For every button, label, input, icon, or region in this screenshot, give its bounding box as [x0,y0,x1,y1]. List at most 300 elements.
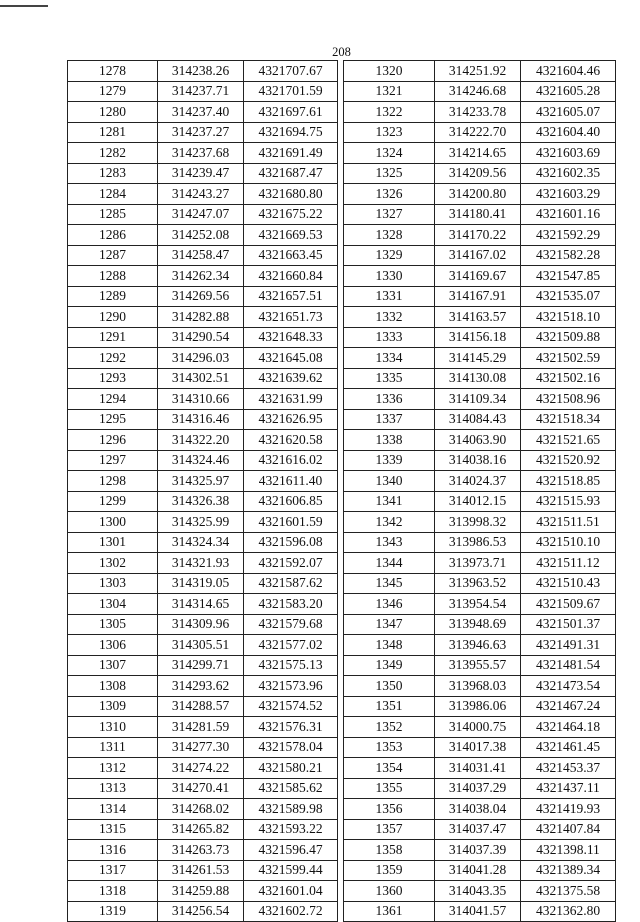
y-coordinate-cell: 4321606.85 [244,491,338,512]
table-row [68,430,338,451]
table-row [68,102,338,123]
x-coordinate-cell: 314314.65 [158,594,244,615]
x-coordinate-cell: 314281.59 [158,717,244,738]
y-coordinate-cell: 4321510.10 [521,532,616,553]
y-coordinate-cell: 4321707.67 [244,61,338,82]
table-row [68,676,338,697]
page-number: 208 [332,45,351,59]
table-row [344,594,616,615]
point-id-cell: 1340 [344,471,435,492]
x-coordinate-cell: 314170.22 [435,225,521,246]
y-coordinate-cell: 4321694.75 [244,122,338,143]
point-id-cell: 1327 [344,204,435,225]
x-coordinate-cell: 314038.04 [435,799,521,820]
x-coordinate-cell: 314290.54 [158,327,244,348]
y-coordinate-cell: 4321675.22 [244,204,338,225]
x-coordinate-cell: 313954.54 [435,594,521,615]
table-row [344,737,616,758]
table-row [68,553,338,574]
x-coordinate-cell: 314043.35 [435,881,521,902]
x-coordinate-cell: 313998.32 [435,512,521,533]
y-coordinate-cell: 4321648.33 [244,327,338,348]
x-coordinate-cell: 314169.67 [435,266,521,287]
point-id-cell: 1346 [344,594,435,615]
coordinate-table-left [67,60,338,922]
point-id-cell: 1305 [68,614,158,635]
table-row [68,450,338,471]
x-coordinate-cell: 314209.56 [435,163,521,184]
point-id-cell: 1295 [68,409,158,430]
x-coordinate-cell: 314268.02 [158,799,244,820]
x-coordinate-cell: 314270.41 [158,778,244,799]
y-coordinate-cell: 4321389.34 [521,860,616,881]
point-id-cell: 1293 [68,368,158,389]
x-coordinate-cell: 314243.27 [158,184,244,205]
table-row [68,717,338,738]
table-row [344,307,616,328]
x-coordinate-cell: 314041.57 [435,901,521,922]
y-coordinate-cell: 4321583.20 [244,594,338,615]
point-id-cell: 1306 [68,635,158,656]
y-coordinate-cell: 4321547.85 [521,266,616,287]
x-coordinate-cell: 314324.34 [158,532,244,553]
point-id-cell: 1287 [68,245,158,266]
y-coordinate-cell: 4321520.92 [521,450,616,471]
table-row [68,696,338,717]
table-row [344,491,616,512]
x-coordinate-cell: 313946.63 [435,635,521,656]
x-coordinate-cell: 314167.02 [435,245,521,266]
y-coordinate-cell: 4321657.51 [244,286,338,307]
y-coordinate-cell: 4321576.31 [244,717,338,738]
y-coordinate-cell: 4321639.62 [244,368,338,389]
x-coordinate-cell: 313955.57 [435,655,521,676]
x-coordinate-cell: 314246.68 [435,81,521,102]
point-id-cell: 1283 [68,163,158,184]
table-row [68,327,338,348]
y-coordinate-cell: 4321601.16 [521,204,616,225]
y-coordinate-cell: 4321502.59 [521,348,616,369]
x-coordinate-cell: 314247.07 [158,204,244,225]
table-row [344,655,616,676]
point-id-cell: 1354 [344,758,435,779]
point-id-cell: 1323 [344,122,435,143]
table-row [68,368,338,389]
x-coordinate-cell: 314274.22 [158,758,244,779]
x-coordinate-cell: 314269.56 [158,286,244,307]
x-coordinate-cell: 314167.91 [435,286,521,307]
table-row [68,901,338,922]
table-row [344,430,616,451]
y-coordinate-cell: 4321669.53 [244,225,338,246]
point-id-cell: 1316 [68,840,158,861]
point-id-cell: 1325 [344,163,435,184]
table-row [344,532,616,553]
x-coordinate-cell: 314261.53 [158,860,244,881]
table-row [344,778,616,799]
y-coordinate-cell: 4321515.93 [521,491,616,512]
x-coordinate-cell: 314024.37 [435,471,521,492]
x-coordinate-cell: 313986.06 [435,696,521,717]
point-id-cell: 1356 [344,799,435,820]
point-id-cell: 1341 [344,491,435,512]
y-coordinate-cell: 4321580.21 [244,758,338,779]
table-row [68,491,338,512]
point-id-cell: 1300 [68,512,158,533]
y-coordinate-cell: 4321419.93 [521,799,616,820]
x-coordinate-cell: 314296.03 [158,348,244,369]
x-coordinate-cell: 314000.75 [435,717,521,738]
table-row [68,225,338,246]
point-id-cell: 1288 [68,266,158,287]
table-row [344,614,616,635]
point-id-cell: 1309 [68,696,158,717]
x-coordinate-cell: 314321.93 [158,553,244,574]
y-coordinate-cell: 4321620.58 [244,430,338,451]
x-coordinate-cell: 314325.97 [158,471,244,492]
x-coordinate-cell: 314038.16 [435,450,521,471]
x-coordinate-cell: 314200.80 [435,184,521,205]
x-coordinate-cell: 314237.27 [158,122,244,143]
table-row [344,901,616,922]
x-coordinate-cell: 314262.34 [158,266,244,287]
x-coordinate-cell: 314258.47 [158,245,244,266]
point-id-cell: 1326 [344,184,435,205]
point-id-cell: 1299 [68,491,158,512]
point-id-cell: 1284 [68,184,158,205]
y-coordinate-cell: 4321501.37 [521,614,616,635]
y-coordinate-cell: 4321453.37 [521,758,616,779]
y-coordinate-cell: 4321697.61 [244,102,338,123]
y-coordinate-cell: 4321603.69 [521,143,616,164]
table-row [344,61,616,82]
point-id-cell: 1310 [68,717,158,738]
table-row [68,778,338,799]
table-row [68,614,338,635]
point-id-cell: 1311 [68,737,158,758]
table-row [344,512,616,533]
x-coordinate-cell: 314237.71 [158,81,244,102]
point-id-cell: 1307 [68,655,158,676]
y-coordinate-cell: 4321626.95 [244,409,338,430]
table-row [344,819,616,840]
table-row [344,245,616,266]
y-coordinate-cell: 4321596.47 [244,840,338,861]
y-coordinate-cell: 4321467.24 [521,696,616,717]
x-coordinate-cell: 314041.28 [435,860,521,881]
y-coordinate-cell: 4321604.46 [521,61,616,82]
table-row [344,696,616,717]
y-coordinate-cell: 4321510.43 [521,573,616,594]
y-coordinate-cell: 4321680.80 [244,184,338,205]
table-row [344,102,616,123]
y-coordinate-cell: 4321574.52 [244,696,338,717]
x-coordinate-cell: 314063.90 [435,430,521,451]
x-coordinate-cell: 314017.38 [435,737,521,758]
table-row [344,881,616,902]
x-coordinate-cell: 314180.41 [435,204,521,225]
table-row [344,368,616,389]
point-id-cell: 1350 [344,676,435,697]
point-id-cell: 1357 [344,819,435,840]
point-id-cell: 1338 [344,430,435,451]
point-id-cell: 1308 [68,676,158,697]
x-coordinate-cell: 314305.51 [158,635,244,656]
point-id-cell: 1337 [344,409,435,430]
y-coordinate-cell: 4321660.84 [244,266,338,287]
point-id-cell: 1329 [344,245,435,266]
point-id-cell: 1343 [344,532,435,553]
x-coordinate-cell: 314037.39 [435,840,521,861]
table-row [68,840,338,861]
x-coordinate-cell: 314222.70 [435,122,521,143]
x-coordinate-cell: 314251.92 [435,61,521,82]
point-id-cell: 1279 [68,81,158,102]
table-row [68,819,338,840]
y-coordinate-cell: 4321651.73 [244,307,338,328]
x-coordinate-cell: 314252.08 [158,225,244,246]
y-coordinate-cell: 4321398.11 [521,840,616,861]
point-id-cell: 1334 [344,348,435,369]
y-coordinate-cell: 4321407.84 [521,819,616,840]
table-row [344,81,616,102]
y-coordinate-cell: 4321573.96 [244,676,338,697]
y-coordinate-cell: 4321511.12 [521,553,616,574]
point-id-cell: 1317 [68,860,158,881]
x-coordinate-cell: 314256.54 [158,901,244,922]
y-coordinate-cell: 4321509.88 [521,327,616,348]
x-coordinate-cell: 314282.88 [158,307,244,328]
x-coordinate-cell: 314238.26 [158,61,244,82]
x-coordinate-cell: 314156.18 [435,327,521,348]
x-coordinate-cell: 313963.52 [435,573,521,594]
point-id-cell: 1351 [344,696,435,717]
point-id-cell: 1318 [68,881,158,902]
y-coordinate-cell: 4321592.29 [521,225,616,246]
point-id-cell: 1278 [68,61,158,82]
point-id-cell: 1335 [344,368,435,389]
y-coordinate-cell: 4321587.62 [244,573,338,594]
x-coordinate-cell: 313968.03 [435,676,521,697]
table-row [68,635,338,656]
y-coordinate-cell: 4321521.65 [521,430,616,451]
point-id-cell: 1360 [344,881,435,902]
x-coordinate-cell: 314239.47 [158,163,244,184]
table-row [344,471,616,492]
table-row [344,758,616,779]
point-id-cell: 1342 [344,512,435,533]
y-coordinate-cell: 4321473.54 [521,676,616,697]
table-row [68,245,338,266]
table-row [68,286,338,307]
point-id-cell: 1348 [344,635,435,656]
table-row [68,307,338,328]
table-row [68,122,338,143]
x-coordinate-cell: 314237.68 [158,143,244,164]
point-id-cell: 1328 [344,225,435,246]
y-coordinate-cell: 4321601.04 [244,881,338,902]
y-coordinate-cell: 4321616.02 [244,450,338,471]
point-id-cell: 1320 [344,61,435,82]
table-row [344,266,616,287]
x-coordinate-cell: 314130.08 [435,368,521,389]
point-id-cell: 1281 [68,122,158,143]
y-coordinate-cell: 4321579.68 [244,614,338,635]
point-id-cell: 1339 [344,450,435,471]
table-row [68,143,338,164]
table-row [68,184,338,205]
table-row [68,737,338,758]
point-id-cell: 1282 [68,143,158,164]
point-id-cell: 1285 [68,204,158,225]
y-coordinate-cell: 4321362.80 [521,901,616,922]
x-coordinate-cell: 314109.34 [435,389,521,410]
table-row [344,409,616,430]
point-id-cell: 1344 [344,553,435,574]
y-coordinate-cell: 4321687.47 [244,163,338,184]
y-coordinate-cell: 4321599.44 [244,860,338,881]
coordinate-table-right [343,60,616,922]
x-coordinate-cell: 314277.30 [158,737,244,758]
table-row [344,204,616,225]
table-row [344,553,616,574]
point-id-cell: 1353 [344,737,435,758]
table-row [344,676,616,697]
x-coordinate-cell: 314233.78 [435,102,521,123]
x-coordinate-cell: 314309.96 [158,614,244,635]
point-id-cell: 1290 [68,307,158,328]
table-row [344,163,616,184]
y-coordinate-cell: 4321502.16 [521,368,616,389]
x-coordinate-cell: 314163.57 [435,307,521,328]
x-coordinate-cell: 314324.46 [158,450,244,471]
table-row [68,409,338,430]
x-coordinate-cell: 314214.65 [435,143,521,164]
table-row [68,266,338,287]
y-coordinate-cell: 4321437.11 [521,778,616,799]
y-coordinate-cell: 4321508.96 [521,389,616,410]
table-row [344,225,616,246]
point-id-cell: 1314 [68,799,158,820]
point-id-cell: 1330 [344,266,435,287]
point-id-cell: 1355 [344,778,435,799]
y-coordinate-cell: 4321518.10 [521,307,616,328]
point-id-cell: 1297 [68,450,158,471]
y-coordinate-cell: 4321535.07 [521,286,616,307]
x-coordinate-cell: 314084.43 [435,409,521,430]
point-id-cell: 1312 [68,758,158,779]
x-coordinate-cell: 314037.29 [435,778,521,799]
x-coordinate-cell: 314031.41 [435,758,521,779]
point-id-cell: 1332 [344,307,435,328]
x-coordinate-cell: 314288.57 [158,696,244,717]
y-coordinate-cell: 4321577.02 [244,635,338,656]
x-coordinate-cell: 314037.47 [435,819,521,840]
point-id-cell: 1303 [68,573,158,594]
point-id-cell: 1296 [68,430,158,451]
y-coordinate-cell: 4321601.59 [244,512,338,533]
x-coordinate-cell: 314012.15 [435,491,521,512]
y-coordinate-cell: 4321585.62 [244,778,338,799]
y-coordinate-cell: 4321663.45 [244,245,338,266]
table-row [344,860,616,881]
point-id-cell: 1322 [344,102,435,123]
y-coordinate-cell: 4321518.85 [521,471,616,492]
y-coordinate-cell: 4321461.45 [521,737,616,758]
table-row [344,573,616,594]
table-row [344,840,616,861]
x-coordinate-cell: 314326.38 [158,491,244,512]
point-id-cell: 1359 [344,860,435,881]
y-coordinate-cell: 4321605.07 [521,102,616,123]
y-coordinate-cell: 4321592.07 [244,553,338,574]
y-coordinate-cell: 4321509.67 [521,594,616,615]
table-row [68,758,338,779]
x-coordinate-cell: 314302.51 [158,368,244,389]
table-row [344,717,616,738]
point-id-cell: 1294 [68,389,158,410]
point-id-cell: 1358 [344,840,435,861]
table-row [68,594,338,615]
point-id-cell: 1336 [344,389,435,410]
table-row [68,204,338,225]
table-row [68,532,338,553]
x-coordinate-cell: 314316.46 [158,409,244,430]
x-coordinate-cell: 314237.40 [158,102,244,123]
table-row [68,348,338,369]
point-id-cell: 1345 [344,573,435,594]
table-row [344,327,616,348]
point-id-cell: 1298 [68,471,158,492]
y-coordinate-cell: 4321491.31 [521,635,616,656]
y-coordinate-cell: 4321596.08 [244,532,338,553]
x-coordinate-cell: 314319.05 [158,573,244,594]
x-coordinate-cell: 314325.99 [158,512,244,533]
x-coordinate-cell: 314259.88 [158,881,244,902]
table-row [344,348,616,369]
point-id-cell: 1313 [68,778,158,799]
y-coordinate-cell: 4321518.34 [521,409,616,430]
y-coordinate-cell: 4321603.29 [521,184,616,205]
point-id-cell: 1301 [68,532,158,553]
y-coordinate-cell: 4321464.18 [521,717,616,738]
x-coordinate-cell: 314322.20 [158,430,244,451]
y-coordinate-cell: 4321701.59 [244,81,338,102]
table-row [68,81,338,102]
point-id-cell: 1331 [344,286,435,307]
top-edge-rule [0,5,48,7]
y-coordinate-cell: 4321602.72 [244,901,338,922]
x-coordinate-cell: 314263.73 [158,840,244,861]
point-id-cell: 1349 [344,655,435,676]
y-coordinate-cell: 4321611.40 [244,471,338,492]
x-coordinate-cell: 313948.69 [435,614,521,635]
point-id-cell: 1304 [68,594,158,615]
y-coordinate-cell: 4321605.28 [521,81,616,102]
y-coordinate-cell: 4321511.51 [521,512,616,533]
table-row [68,573,338,594]
x-coordinate-cell: 314310.66 [158,389,244,410]
y-coordinate-cell: 4321589.98 [244,799,338,820]
point-id-cell: 1280 [68,102,158,123]
y-coordinate-cell: 4321593.22 [244,819,338,840]
y-coordinate-cell: 4321375.58 [521,881,616,902]
table-row [344,286,616,307]
table-row [68,655,338,676]
x-coordinate-cell: 314293.62 [158,676,244,697]
x-coordinate-cell: 314299.71 [158,655,244,676]
table-row [68,61,338,82]
